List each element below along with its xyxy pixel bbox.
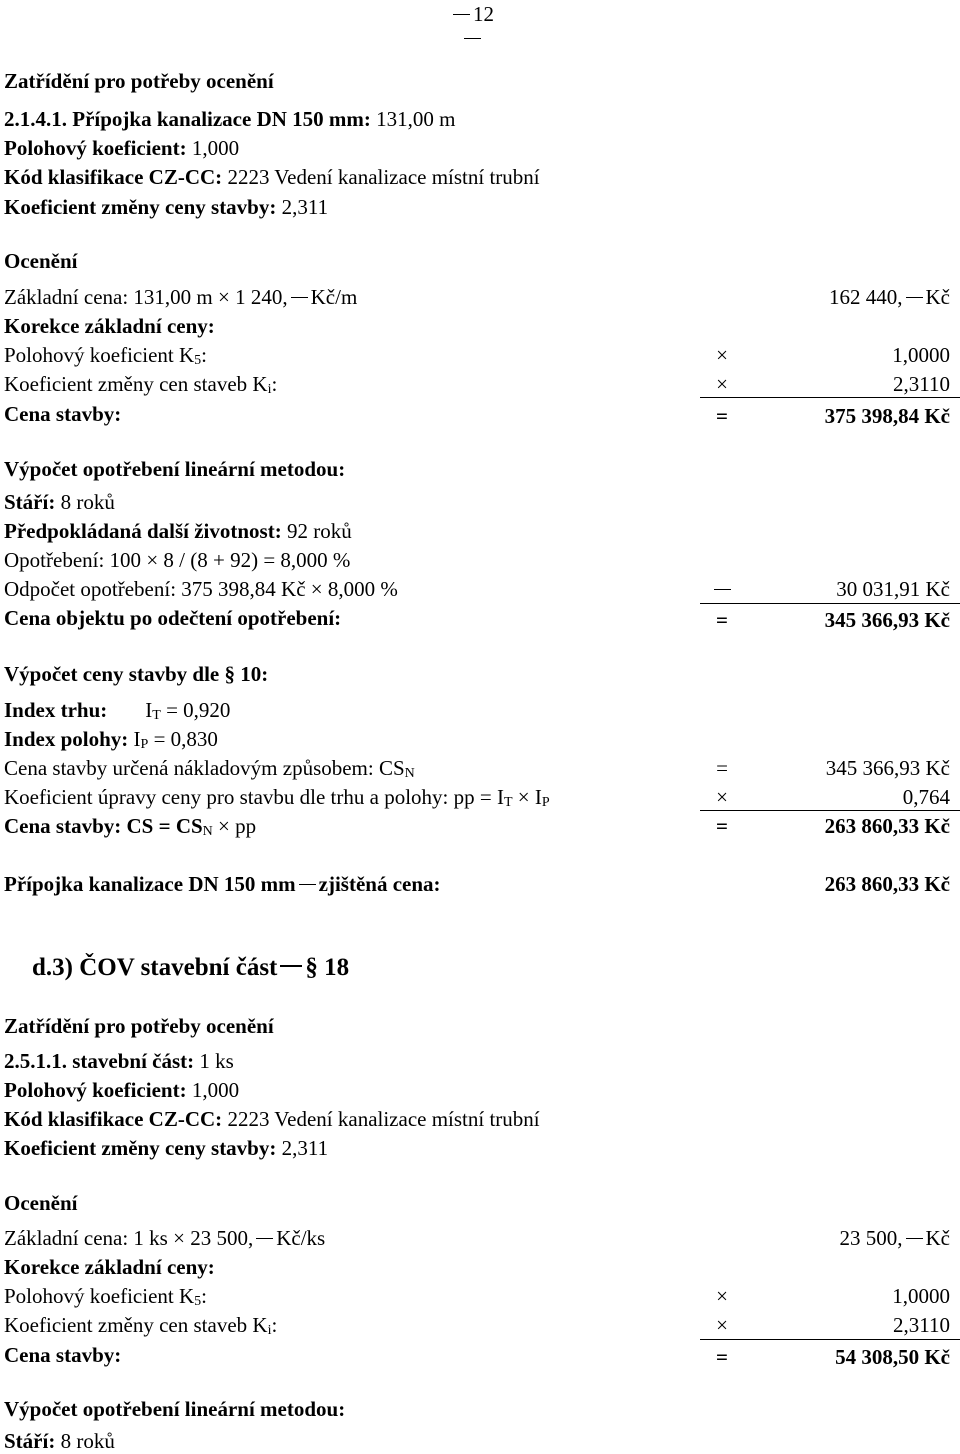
k5-operator: ×	[716, 1284, 728, 1308]
sum-rule	[700, 1339, 960, 1340]
ki-line: Koeficient změny cen staveb Ki:	[4, 372, 278, 397]
item-line: 2.5.1.1. stavební část: 1 ks	[4, 1049, 234, 1073]
final-building-price-value: 263 860,33 Kč	[824, 814, 950, 838]
age-line: Stáří: 8 roků	[4, 1429, 115, 1453]
building-price-operator: =	[716, 1345, 728, 1369]
building-price-value: 375 398,84 Kč	[824, 404, 950, 428]
object-price-value: 345 366,93 Kč	[824, 608, 950, 632]
base-price-correction-heading: Korekce základní ceny:	[4, 314, 215, 338]
depreciation-heading: Výpočet opotřebení lineární metodou:	[4, 457, 346, 481]
sum-rule	[700, 810, 960, 811]
valuation-heading: Ocenění	[4, 249, 78, 273]
price-change-coefficient-line: Koeficient změny ceny stavby: 2,311	[4, 195, 329, 219]
ki-value: 2,3110	[893, 1313, 950, 1337]
classification-heading: Zatřídění pro potřeby ocenění	[4, 1014, 274, 1038]
cost-method-price-line: Cena stavby určená nákladovým způsobem: CSN	[4, 756, 415, 781]
final-building-price-line: Cena stavby: CS = CSN × pp	[4, 814, 257, 839]
final-building-price-operator: =	[716, 814, 728, 838]
k5-value: 1,0000	[892, 343, 950, 367]
ki-value: 2,3110	[893, 372, 950, 396]
determined-price-label: Přípojka kanalizace DN 150 mm zjištěná cena:	[4, 872, 441, 896]
object-price-operator: =	[716, 608, 728, 632]
base-price-line: Základní cena: 1 ks × 23 500, Kč/ks	[4, 1226, 326, 1250]
building-price-label: Cena stavby:	[4, 402, 122, 426]
age-line: Stáří: 8 roků	[4, 490, 115, 514]
deduction-operator	[700, 576, 744, 602]
sum-rule	[700, 397, 960, 398]
ki-operator: ×	[716, 372, 728, 396]
valuation-heading: Ocenění	[4, 1191, 78, 1215]
k5-value: 1,0000	[892, 1284, 950, 1308]
base-price-line: Základní cena: 131,00 m × 1 240, Kč/m	[4, 285, 358, 309]
item-line: 2.1.4.1. Přípojka kanalizace DN 150 mm: 131,00 m	[4, 107, 456, 131]
classification-code-line: Kód klasifikace CZ-CC: 2223 Vedení kanalizace místní trubní	[4, 165, 540, 189]
adjustment-operator: ×	[716, 785, 728, 809]
depreciation-deduction-line: Odpočet opotřebení: 375 398,84 Kč × 8,000 %	[4, 577, 398, 601]
position-index-line: Index polohy: IP = 0,830	[4, 727, 218, 752]
deduction-value: 30 031,91 Kč	[836, 577, 950, 601]
base-price-amount: 23 500, Kč	[839, 1226, 950, 1250]
section-title: d.3) ČOV stavební část § 18	[32, 954, 350, 981]
classification-heading: Zatřídění pro potřeby ocenění	[4, 69, 274, 93]
depreciation-heading: Výpočet opotřebení lineární metodou:	[4, 1397, 346, 1421]
cost-method-operator: =	[716, 756, 728, 780]
base-price-amount: 162 440, Kč	[829, 285, 950, 309]
object-price-label: Cena objektu po odečtení opotřebení:	[4, 606, 342, 630]
k5-operator: ×	[716, 343, 728, 367]
sum-rule	[700, 603, 960, 604]
base-price-correction-heading: Korekce základní ceny:	[4, 1255, 215, 1279]
cost-method-value: 345 366,93 Kč	[825, 756, 950, 780]
determined-price-value: 263 860,33 Kč	[824, 872, 950, 896]
remaining-life-line: Předpokládaná další životnost: 92 roků	[4, 519, 352, 543]
k5-line: Polohový koeficient K5:	[4, 343, 207, 368]
building-price-value: 54 308,50 Kč	[835, 1345, 950, 1369]
building-price-operator: =	[716, 404, 728, 428]
k5-line: Polohový koeficient K5:	[4, 1284, 207, 1309]
position-coefficient-line: Polohový koeficient: 1,000	[4, 136, 240, 160]
position-coefficient-line: Polohový koeficient: 1,000	[4, 1078, 240, 1102]
depreciation-formula-line: Opotřebení: 100 × 8 / (8 + 92) = 8,000 %	[4, 548, 351, 572]
ki-operator: ×	[716, 1313, 728, 1337]
market-index-line: Index trhu: IT = 0,920	[4, 698, 231, 723]
price-change-coefficient-line: Koeficient změny ceny stavby: 2,311	[4, 1136, 329, 1160]
ki-line: Koeficient změny cen staveb Ki:	[4, 1313, 278, 1338]
building-price-label: Cena stavby:	[4, 1343, 122, 1367]
adjustment-coefficient-line: Koeficient úpravy ceny pro stavbu dle trhu a polohy: pp = IT × IP	[4, 785, 550, 810]
market-calc-heading: Výpočet ceny stavby dle § 10:	[4, 662, 269, 686]
adjustment-value: 0,764	[902, 785, 950, 809]
classification-code-line: Kód klasifikace CZ-CC: 2223 Vedení kanalizace místní trubní	[4, 1107, 540, 1131]
page-number: 12	[440, 2, 504, 50]
